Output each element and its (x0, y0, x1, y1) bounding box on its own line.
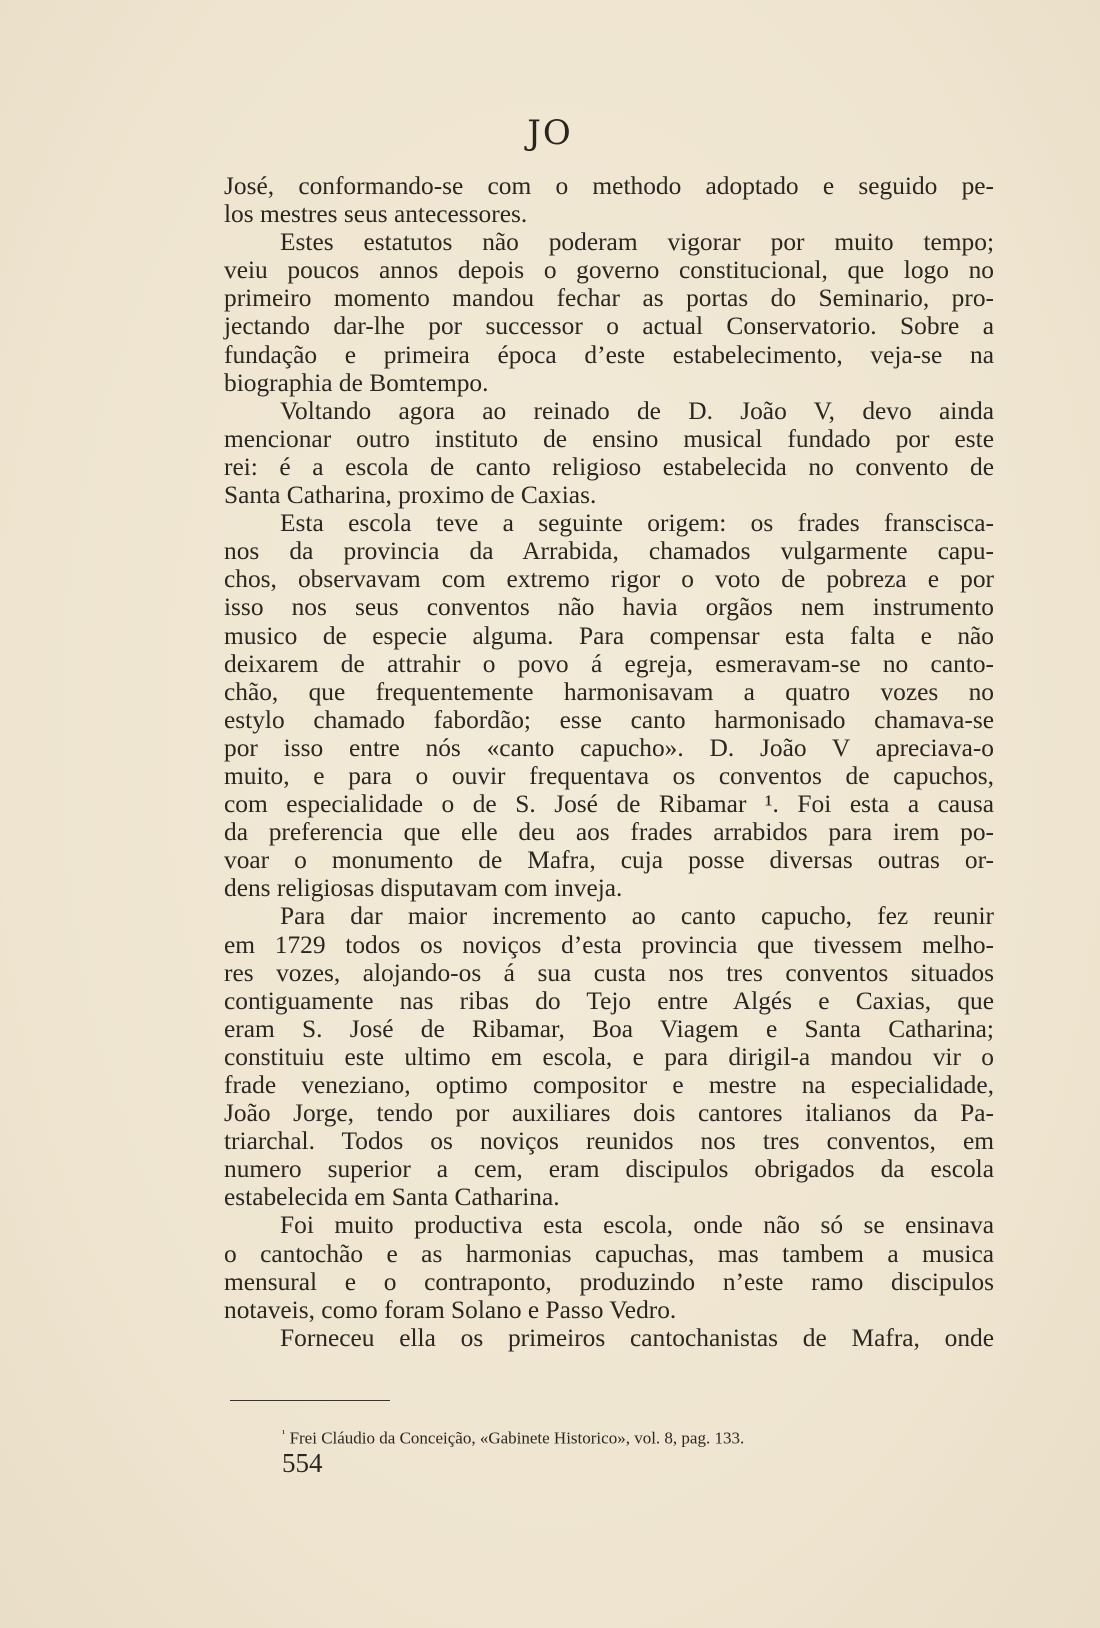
footnote-marker: ¹ (282, 1428, 286, 1440)
text-line: chos, observavam com extremo rigor o voto de pobreza e por (224, 565, 994, 594)
text-line: isso nos seus conventos não havia orgãos nem instrumento (224, 593, 994, 622)
text-line: nos da provincia da Arrabida, chamados vulgarmente capu- (224, 537, 994, 566)
text-line: Para dar maior incremento ao canto capucho, fez reunir (280, 902, 994, 931)
text-line: dens religiosas disputavam com inveja. (224, 874, 623, 903)
text-line: chão, que frequentemente harmonisavam a quatro vozes no (224, 677, 994, 706)
text-line: o cantochão e as harmonias capuchas, mas tambem a musica (224, 1239, 994, 1268)
text-line: voar o monumento de Mafra, cuja posse diversas outras or- (224, 846, 994, 875)
footnote-text: Frei Cláudio da Conceição, «Gabinete Historico», vol. 8, pag. 133. (289, 1428, 745, 1448)
text-line: Estes estatutos não poderam vigorar por muito tempo; (280, 228, 994, 257)
text-line: res vozes, alojando-os á sua custa nos tres conventos situados (224, 958, 994, 987)
text-line: da preferencia que elle deu aos frades arrabidos para irem po- (224, 818, 994, 847)
text-line: estabelecida em Santa Catharina. (224, 1183, 560, 1212)
text-line: Foi muito productiva esta escola, onde não só se ensinava (280, 1211, 994, 1240)
footnote (282, 1428, 744, 1449)
text-line: los mestres seus antecessores. (224, 200, 528, 229)
text-line: rei: é a escola de canto religioso estabelecida no convento de (224, 452, 994, 481)
text-line: João Jorge, tendo por auxiliares dois cantores italianos da Pa- (224, 1099, 994, 1128)
text-line: Esta escola teve a seguinte origem: os frades franscisca- (280, 509, 994, 538)
text-line: jectando dar-lhe por successor o actual Conservatorio. Sobre a (224, 312, 994, 341)
text-line: Santa Catharina, proximo de Caxias. (224, 481, 597, 510)
running-header: JO (527, 113, 573, 153)
body-text (224, 172, 994, 1352)
text-line: muito, e para o ouvir frequentava os conventos de capuchos, (224, 761, 994, 790)
text-line: Forneceu ella os primeiros cantochanistas de Mafra, onde (280, 1323, 994, 1352)
text-line: eram S. José de Ribamar, Boa Viagem e Santa Catharina; (224, 1014, 994, 1043)
text-line: Voltando agora ao reinado de D. João V, devo ainda (280, 396, 994, 425)
page-number: 554 (282, 1448, 323, 1478)
text-line: primeiro momento mandou fechar as portas do Seminario, pro- (224, 284, 994, 313)
text-line: por isso entre nós «canto capucho». D. João V apreciava-o (224, 733, 994, 762)
text-line: notaveis, como foram Solano e Passo Vedro. (224, 1295, 677, 1324)
text-line: biographia de Bomtempo. (224, 368, 489, 397)
footnote-rule (230, 1400, 390, 1401)
text-line: com especialidade o de S. José de Ribamar ¹. Foi esta a causa (224, 790, 994, 819)
text-line: José, conformando-se com o methodo adoptado e seguido pe- (224, 172, 994, 200)
text-line: triarchal. Todos os noviços reunidos nos tres conventos, em (224, 1127, 994, 1156)
text-line: estylo chamado fabordão; esse canto harmonisado chamava-se (224, 705, 994, 734)
text-line: em 1729 todos os noviços d’esta provincia que tivessem melho- (224, 930, 994, 959)
text-line: numero superior a cem, eram discipulos obrigados da escola (224, 1155, 994, 1184)
text-line: mencionar outro instituto de ensino musical fundado por este (224, 424, 994, 453)
text-line: fundação e primeira época d’este estabelecimento, veja-se na (224, 340, 994, 369)
text-line: constituiu este ultimo em escola, e para dirigil-a mandou vir o (224, 1042, 994, 1071)
text-line: musico de especie alguma. Para compensar esta falta e não (224, 621, 994, 650)
text-line: frade veneziano, optimo compositor e mestre na especialidade, (224, 1071, 994, 1099)
text-line: mensural e o contraponto, produzindo n’este ramo discipulos (224, 1267, 994, 1296)
text-line: deixarem de attrahir o povo á egreja, esmeravam-se no canto- (224, 649, 994, 678)
text-line: contiguamente nas ribas do Tejo entre Algés e Caxias, que (224, 986, 994, 1015)
text-line: veiu poucos annos depois o governo constitucional, que logo no (224, 256, 994, 285)
